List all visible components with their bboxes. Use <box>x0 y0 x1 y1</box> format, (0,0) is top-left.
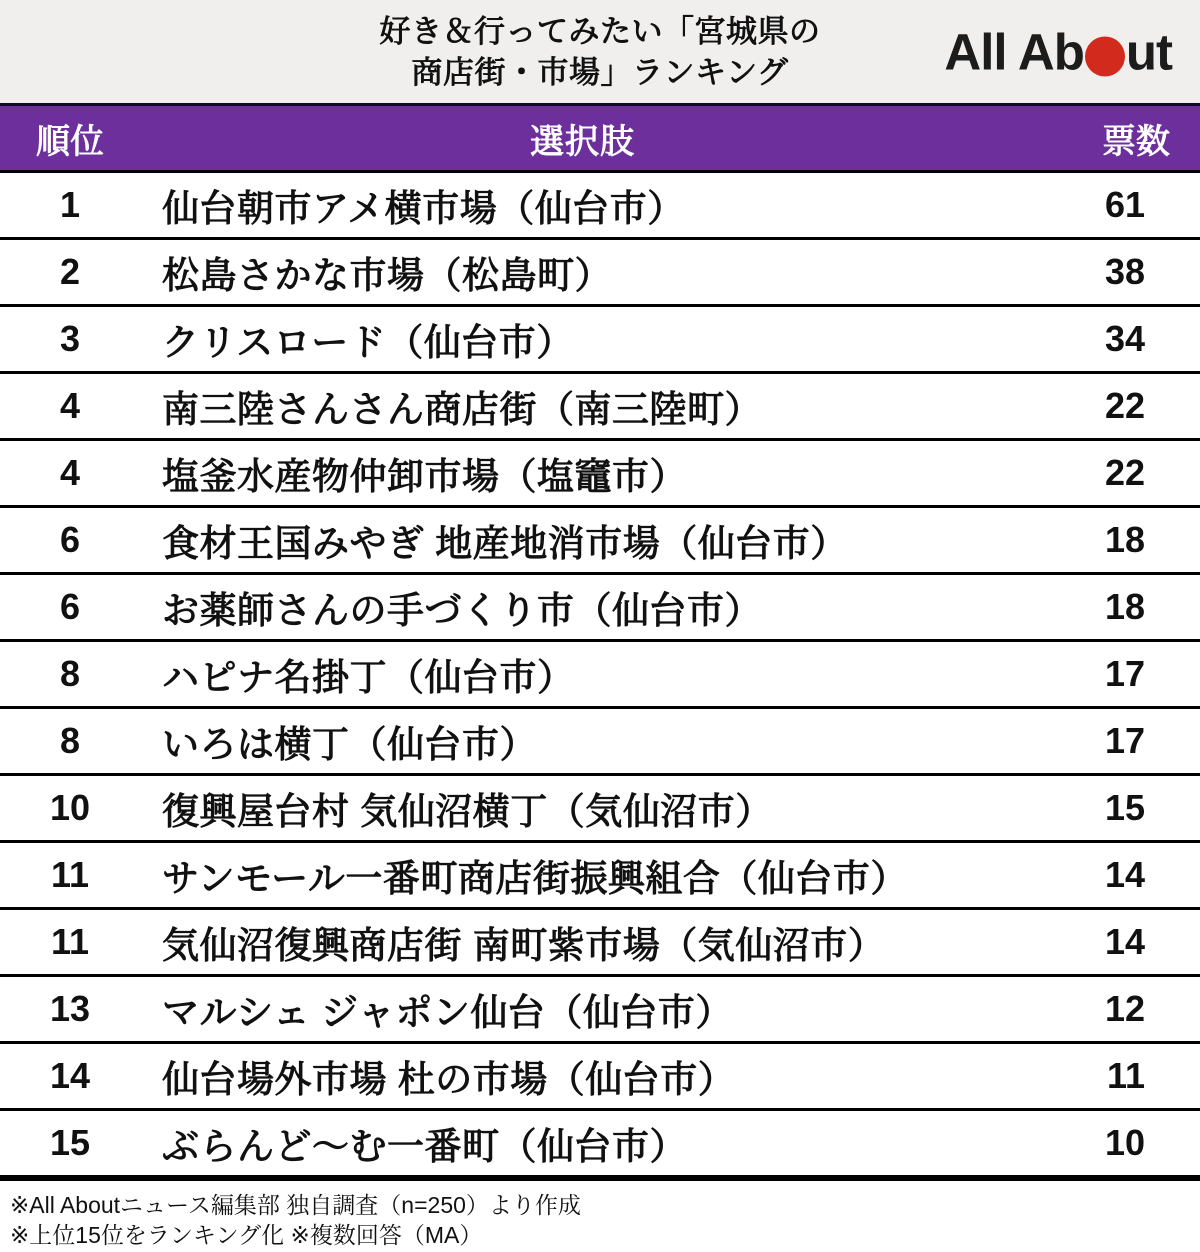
footer-notes <box>0 1181 1200 1250</box>
choice-cell: 気仙沼復興商店街 南町紫市場（気仙沼市） <box>162 925 886 966</box>
choice-cell: マルシェ ジャポン仙台（仙台市） <box>162 992 733 1033</box>
table-row <box>0 1044 1200 1111</box>
votes-cell: 61 <box>1104 184 1145 225</box>
allabout-logo <box>944 22 1172 81</box>
rank-cell: 1 <box>59 184 81 225</box>
choice-cell: ハピナ名掛丁（仙台市） <box>162 657 575 698</box>
votes-cell: 22 <box>1104 452 1145 493</box>
choice-cell: 食材王国みやぎ 地産地消市場（仙台市） <box>162 523 848 564</box>
votes-cell: 12 <box>1104 988 1145 1029</box>
rank-cell: 4 <box>59 385 81 426</box>
rank-cell: 8 <box>59 653 81 694</box>
table-row <box>0 173 1200 240</box>
table-row <box>0 441 1200 508</box>
table-row <box>0 575 1200 642</box>
column-header-rank: 順位 <box>36 122 104 161</box>
rank-cell: 13 <box>49 988 91 1029</box>
page-title-line2: 商店街・市場」ランキング <box>411 54 789 90</box>
rank-cell: 2 <box>59 251 81 292</box>
votes-cell: 18 <box>1104 586 1145 627</box>
votes-cell: 10 <box>1104 1122 1145 1163</box>
votes-cell: 18 <box>1104 519 1145 560</box>
choice-cell: 仙台朝市アメ横市場（仙台市） <box>162 188 685 229</box>
votes-cell: 11 <box>1106 1055 1145 1096</box>
votes-cell: 15 <box>1104 787 1145 828</box>
table-row <box>0 1111 1200 1181</box>
table-row <box>0 776 1200 843</box>
rank-cell: 10 <box>49 787 91 828</box>
votes-cell: 14 <box>1104 854 1145 895</box>
rank-cell: 14 <box>49 1055 91 1096</box>
footer-note-1: ※All Aboutニュース編集部 独自調査（n=250）より作成 <box>10 1192 581 1218</box>
logo-red-dot-icon <box>1085 37 1125 77</box>
column-header-votes: 票数 <box>1102 122 1170 161</box>
column-header-choice: 選択肢 <box>530 122 635 161</box>
top-header <box>0 0 1200 103</box>
choice-cell: 仙台場外市場 杜の市場（仙台市） <box>162 1059 736 1100</box>
votes-cell: 17 <box>1104 653 1145 694</box>
rank-cell: 4 <box>59 452 81 493</box>
choice-cell: クリスロード（仙台市） <box>162 322 574 363</box>
votes-cell: 17 <box>1104 720 1145 761</box>
rank-cell: 11 <box>50 921 90 962</box>
choice-cell: ぶらんど〜む一番町（仙台市） <box>162 1126 687 1167</box>
rank-cell: 15 <box>49 1122 91 1163</box>
choice-cell: お薬師さんの手づくり市（仙台市） <box>162 590 762 631</box>
votes-cell: 38 <box>1104 251 1145 292</box>
choice-cell: 復興屋台村 気仙沼横丁（気仙沼市） <box>162 791 773 832</box>
rank-cell: 3 <box>59 318 81 359</box>
table-row <box>0 642 1200 709</box>
table-row <box>0 910 1200 977</box>
choice-cell: 南三陸さんさん商店街（南三陸町） <box>162 389 762 430</box>
choice-cell: サンモール一番町商店街振興組合（仙台市） <box>162 858 908 899</box>
choice-cell: 松島さかな市場（松島町） <box>162 255 612 296</box>
table-row <box>0 977 1200 1044</box>
rank-cell: 6 <box>59 586 81 627</box>
table-row <box>0 307 1200 374</box>
votes-cell: 34 <box>1104 318 1145 359</box>
rank-cell: 8 <box>59 720 81 761</box>
rank-cell: 6 <box>59 519 81 560</box>
table-row <box>0 709 1200 776</box>
logo-text-before: All Ab <box>944 23 1084 80</box>
table-row <box>0 508 1200 575</box>
rank-cell: 11 <box>50 854 90 895</box>
table-row <box>0 843 1200 910</box>
choice-cell: いろは横丁（仙台市） <box>162 724 537 765</box>
page-title-line1: 好き＆行ってみたい「宮城県の <box>379 13 821 49</box>
choice-cell: 塩釜水産物仲卸市場（塩竈市） <box>162 456 687 497</box>
table-row <box>0 374 1200 441</box>
footer-note-2: ※上位15位をランキング化 ※複数回答（MA） <box>10 1222 483 1248</box>
logo-text-after: ut <box>1125 23 1172 80</box>
table-header-row <box>0 103 1200 173</box>
table-body <box>0 173 1200 1181</box>
table-row <box>0 240 1200 307</box>
votes-cell: 14 <box>1104 921 1145 962</box>
votes-cell: 22 <box>1104 385 1145 426</box>
